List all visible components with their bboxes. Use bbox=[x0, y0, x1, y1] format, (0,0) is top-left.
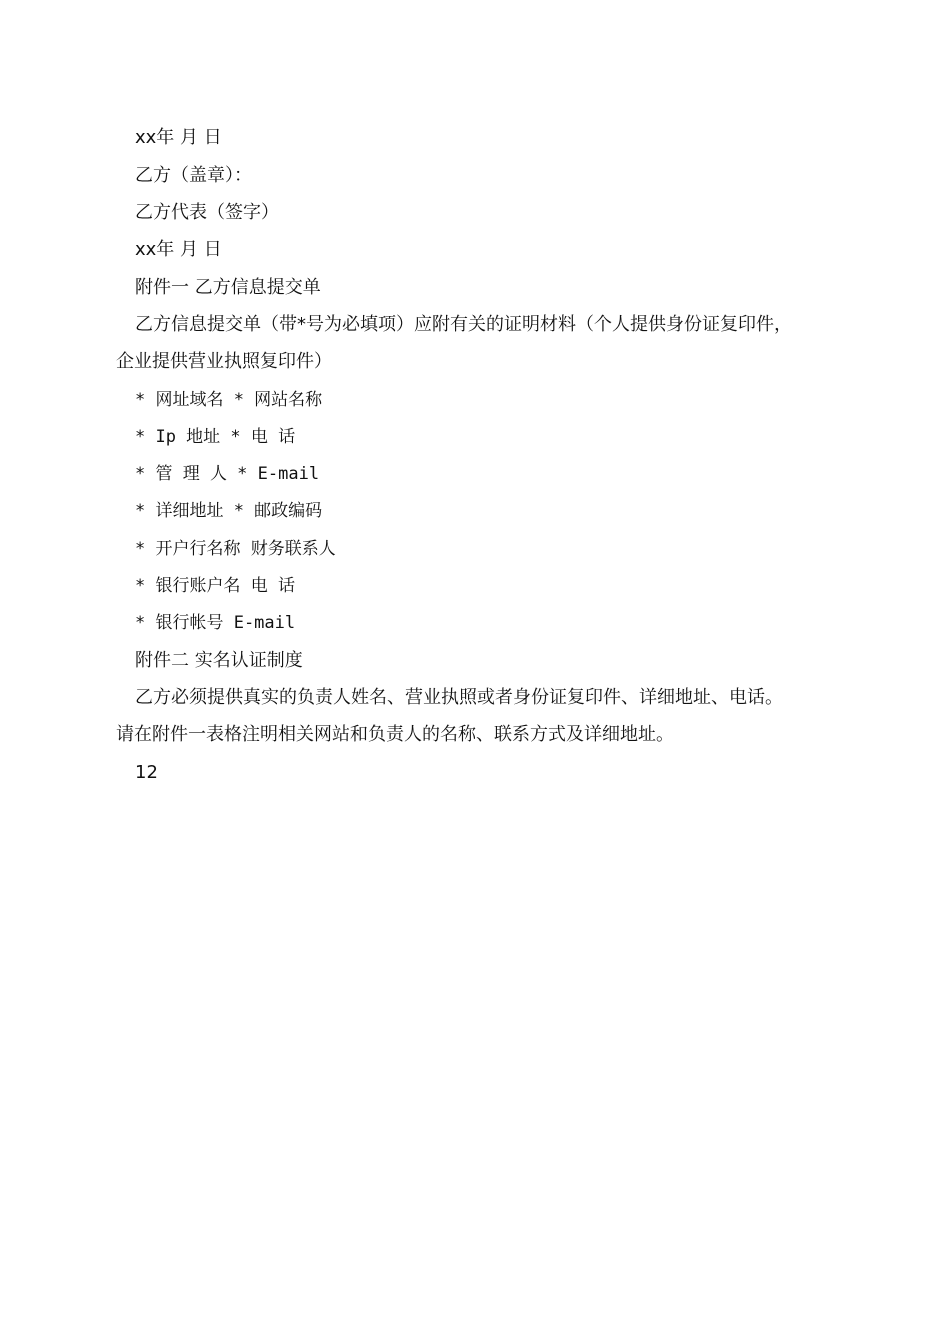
page-number: 12 bbox=[135, 762, 158, 783]
required-field-row: * 管 理 人 * E-mail bbox=[135, 464, 320, 484]
required-field-row: * 开户行名称 财务联系人 bbox=[135, 539, 336, 559]
annex-1-description-line-1: 乙方信息提交单（带*号为必填项）应附有关的证明材料（个人提供身份证复印件， bbox=[135, 314, 792, 335]
required-field-row: * 银行帐号 E-mail bbox=[135, 613, 296, 633]
annex-2-title: 附件二 实名认证制度 bbox=[135, 650, 303, 671]
annex-1-description-line-2: 企业提供营业执照复印件） bbox=[116, 351, 332, 372]
required-field-row: * Ip 地址 * 电 话 bbox=[135, 427, 296, 447]
annex-1-title: 附件一 乙方信息提交单 bbox=[135, 277, 321, 298]
date-line-2: xx年 月 日 bbox=[135, 239, 222, 260]
party-b-representative-label: 乙方代表（签字） bbox=[135, 202, 279, 223]
party-b-seal-label: 乙方（盖章）： bbox=[135, 165, 252, 186]
required-field-row: * 详细地址 * 邮政编码 bbox=[135, 501, 323, 521]
required-field-row: * 银行账户名 电 话 bbox=[135, 576, 295, 596]
annex-2-body-line-1: 乙方必须提供真实的负责人姓名、营业执照或者身份证复印件、详细地址、电话。 bbox=[135, 687, 783, 708]
date-line-1: xx年 月 日 bbox=[135, 127, 222, 148]
annex-2-body-line-2: 请在附件一表格注明相关网站和负责人的名称、联系方式及详细地址。 bbox=[116, 724, 674, 745]
required-field-row: * 网址域名 * 网站名称 bbox=[135, 390, 323, 410]
